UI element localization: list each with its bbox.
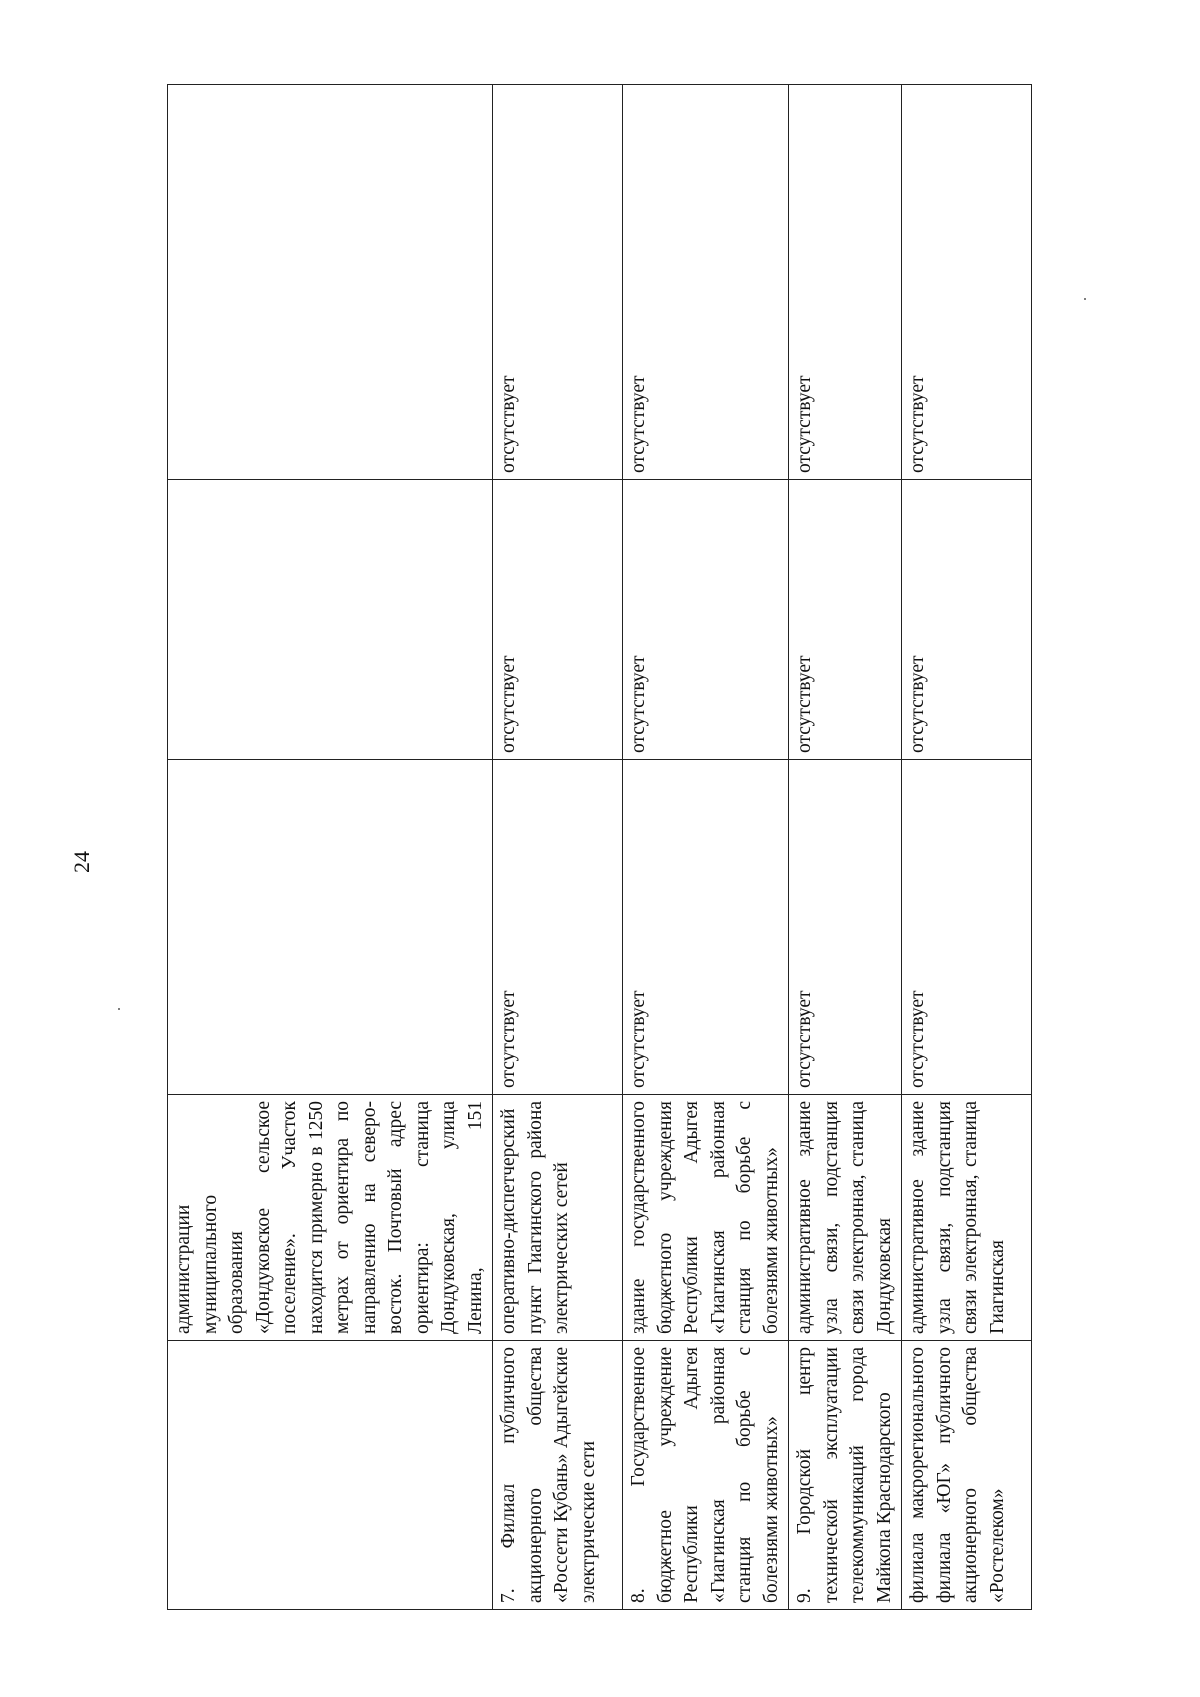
table-row	[902, 85, 1032, 1610]
table-cell-object: административное здание узла связи, подстанция связи электронная, станица Дондуковская	[789, 1095, 902, 1341]
table-cell-object: администрации муниципального образования «Дондуковское сельское поселение». Участок находится примерно в 1250 метрах от ориентира по направлению на северо-восток. Почтовый адрес ориентира: станица Дондуковская, улица Ленина, 151	[168, 1095, 493, 1341]
table-cell-status: отсутствует	[902, 480, 1032, 760]
table-cell-status: отсутствует	[902, 85, 1032, 480]
table-cell-status: отсутствует	[902, 760, 1032, 1095]
table-row	[623, 85, 789, 1610]
document-table	[167, 84, 1032, 1610]
table-row	[168, 85, 493, 1610]
document-table-container	[167, 85, 1042, 1610]
scan-speck	[118, 1008, 120, 1010]
table-cell-status: отсутствует	[789, 85, 902, 480]
table-cell-status: отсутствует	[623, 760, 789, 1095]
table-cell-object: здание государственного бюджетного учреждения Республики Адыгея «Гиагинская районная станция по борьбе с болезнями животных»	[623, 1095, 789, 1341]
scan-speck	[1084, 298, 1086, 300]
table-cell-status: отсутствует	[493, 85, 623, 480]
table-cell-status: отсутствует	[623, 85, 789, 480]
page-number: 24	[69, 851, 94, 873]
table-row	[789, 85, 902, 1610]
table-cell-status: отсутствует	[493, 480, 623, 760]
table-cell-status	[168, 480, 493, 760]
table-cell-status: отсутствует	[789, 760, 902, 1095]
table-cell-status: отсутствует	[789, 480, 902, 760]
table-cell-organization: 9. Городской центр технической эксплуатации телекоммуникаций города Майкопа Краснодарского	[789, 1341, 902, 1610]
table-cell-status	[168, 85, 493, 480]
table-cell-status	[168, 760, 493, 1095]
table-cell-organization: 7. Филиал публичного акционерного общества «Россети Кубань» Адыгейские электрические сети	[493, 1341, 623, 1610]
table-cell-object: оперативно-диспетчерский пункт Гиагинского района электрических сетей	[493, 1095, 623, 1341]
table-cell-organization	[168, 1341, 493, 1610]
table-row	[493, 85, 623, 1610]
table-cell-status: отсутствует	[623, 480, 789, 760]
table-cell-organization: филиала макрорегионального филиала «ЮГ» публичного акционерного общества «Ростелеком»	[902, 1341, 1032, 1610]
table-cell-object: административное здание узла связи, подстанция связи электронная, станица Гиагинская	[902, 1095, 1032, 1341]
table-cell-status: отсутствует	[493, 760, 623, 1095]
table-cell-organization: 8. Государственное бюджетное учреждение Республики Адыгея «Гиагинская районная станция по борьбе с болезнями животных»	[623, 1341, 789, 1610]
